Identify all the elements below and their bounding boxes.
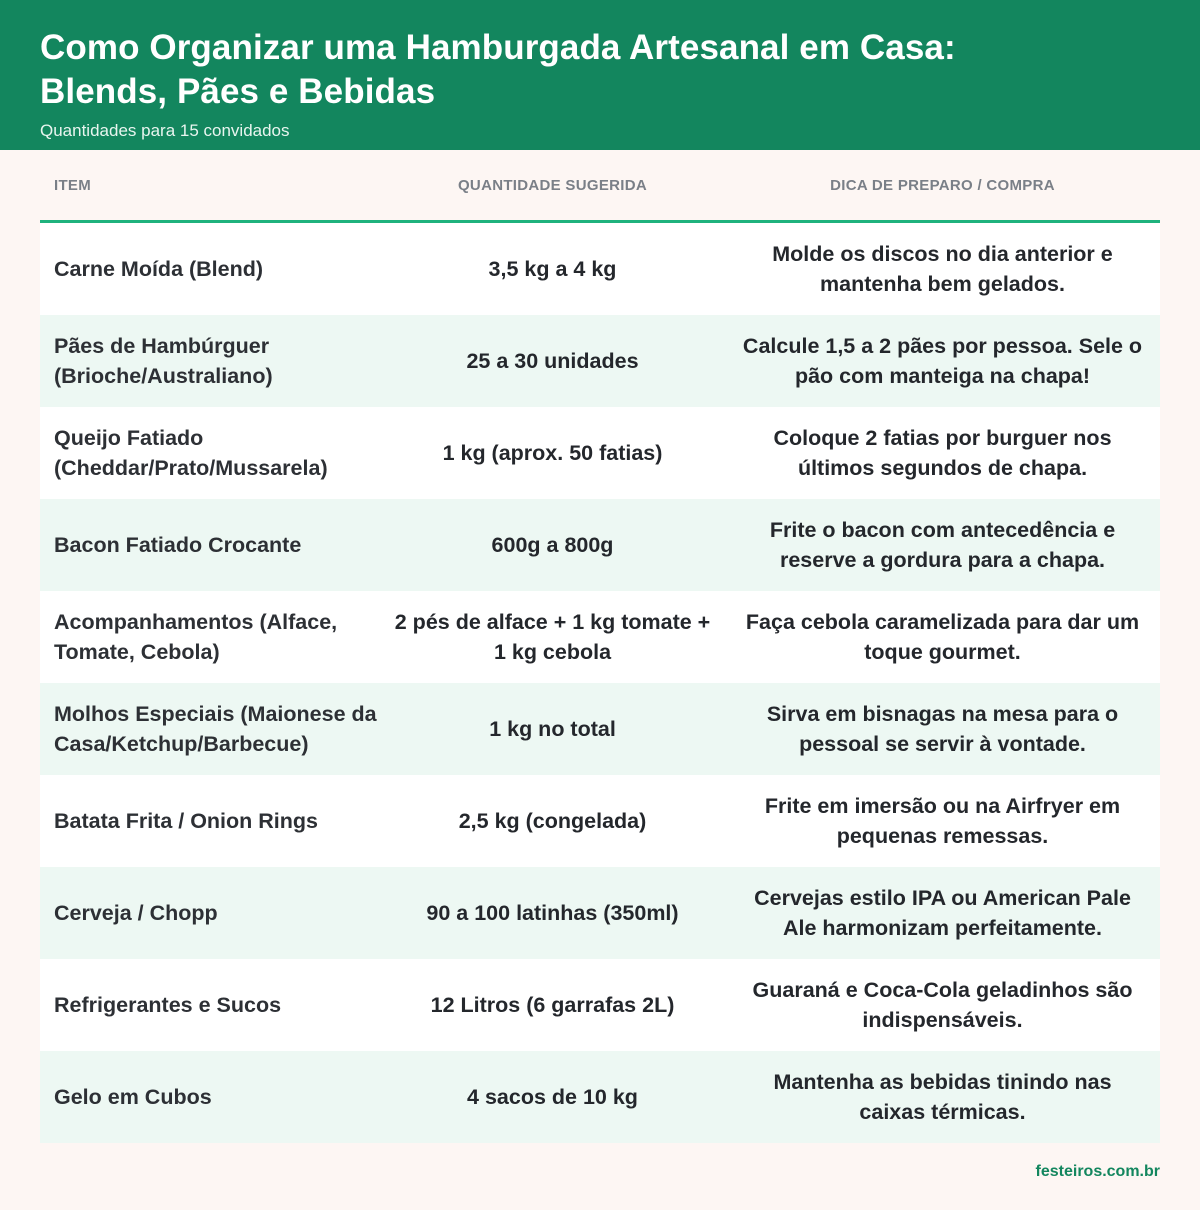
table-row — [40, 867, 1160, 959]
table-row — [40, 683, 1160, 775]
table-row — [40, 407, 1160, 499]
column-header-tip: DICA DE PREPARO / COMPRA — [830, 176, 1055, 194]
item-cell: Cerveja / Chopp — [54, 901, 218, 925]
item-cell: Carne Moída (Blend) — [54, 257, 264, 281]
tip-cell: Calcule 1,5 a 2 pães por pessoa. Sele o pão com manteiga na chapa! — [742, 334, 1143, 388]
item-cell: Refrigerantes e Sucos — [54, 993, 282, 1017]
table-row — [40, 315, 1160, 407]
item-cell: Queijo Fatiado (Cheddar/Prato/Mussarela) — [54, 426, 328, 480]
column-header-quantity: QUANTIDADE SUGERIDA — [457, 176, 648, 194]
tip-cell: Molde os discos no dia anterior e mantenha bem gelados. — [772, 242, 1113, 296]
quantity-cell: 25 a 30 unidades — [466, 349, 639, 373]
page-header — [0, 0, 1200, 150]
item-cell: Molhos Especiais (Maionese da Casa/Ketchup/Barbecue) — [54, 702, 377, 756]
item-cell: Gelo em Cubos — [54, 1085, 212, 1109]
table-header — [40, 150, 1160, 223]
tip-cell: Coloque 2 fatias por burguer nos últimos segundos de chapa. — [773, 426, 1112, 480]
tip-cell: Faça cebola caramelizada para dar um toque gourmet. — [745, 610, 1140, 664]
quantity-cell: 4 sacos de 10 kg — [467, 1085, 638, 1109]
table-row — [40, 591, 1160, 683]
quantity-cell: 2,5 kg (congelada) — [458, 809, 647, 833]
table-row — [40, 959, 1160, 1051]
table-row — [40, 775, 1160, 867]
tip-cell: Cervejas estilo IPA ou American Pale Ale harmonizam perfeitamente. — [754, 886, 1131, 940]
title-line-1: Como Organizar uma Hamburgada Artesanal em Casa: — [40, 28, 956, 67]
item-cell: Bacon Fatiado Crocante — [54, 533, 302, 557]
column-header-item: ITEM — [54, 176, 92, 194]
page-title — [40, 26, 1160, 114]
quantity-cell: 3,5 kg a 4 kg — [488, 257, 617, 281]
item-cell: Pães de Hambúrguer (Brioche/Australiano) — [54, 334, 273, 388]
item-cell: Acompanhamentos (Alface, Tomate, Cebola) — [54, 610, 338, 664]
quantity-cell: 2 pés de alface + 1 kg tomate + 1 kg cebola — [394, 610, 711, 664]
page-subtitle: Quantidades para 15 convidados — [40, 121, 290, 140]
tip-cell: Frite o bacon com antecedência e reserve a gordura para a chapa. — [769, 518, 1116, 572]
tip-cell: Mantenha as bebidas tinindo nas caixas térmicas. — [773, 1070, 1112, 1124]
quantity-cell: 1 kg (aprox. 50 fatias) — [442, 441, 663, 465]
table-row — [40, 499, 1160, 591]
table-row — [40, 1051, 1160, 1143]
quantity-cell: 1 kg no total — [489, 717, 616, 741]
title-line-2: Blends, Pães e Bebidas — [40, 72, 436, 111]
planning-table — [40, 150, 1160, 1143]
quantity-cell: 90 a 100 latinhas (350ml) — [426, 901, 679, 925]
tip-cell: Sirva em bisnagas na mesa para o pessoal se servir à vontade. — [766, 702, 1119, 756]
tip-cell: Frite em imersão ou na Airfryer em pequenas remessas. — [764, 794, 1121, 848]
table-row — [40, 223, 1160, 315]
quantity-cell: 12 Litros (6 garrafas 2L) — [430, 993, 675, 1017]
quantity-cell: 600g a 800g — [491, 533, 614, 557]
site-credit: festeiros.com.br — [1035, 1163, 1160, 1180]
item-cell: Batata Frita / Onion Rings — [54, 809, 318, 833]
tip-cell: Guaraná e Coca-Cola geladinhos são indispensáveis. — [752, 978, 1133, 1032]
